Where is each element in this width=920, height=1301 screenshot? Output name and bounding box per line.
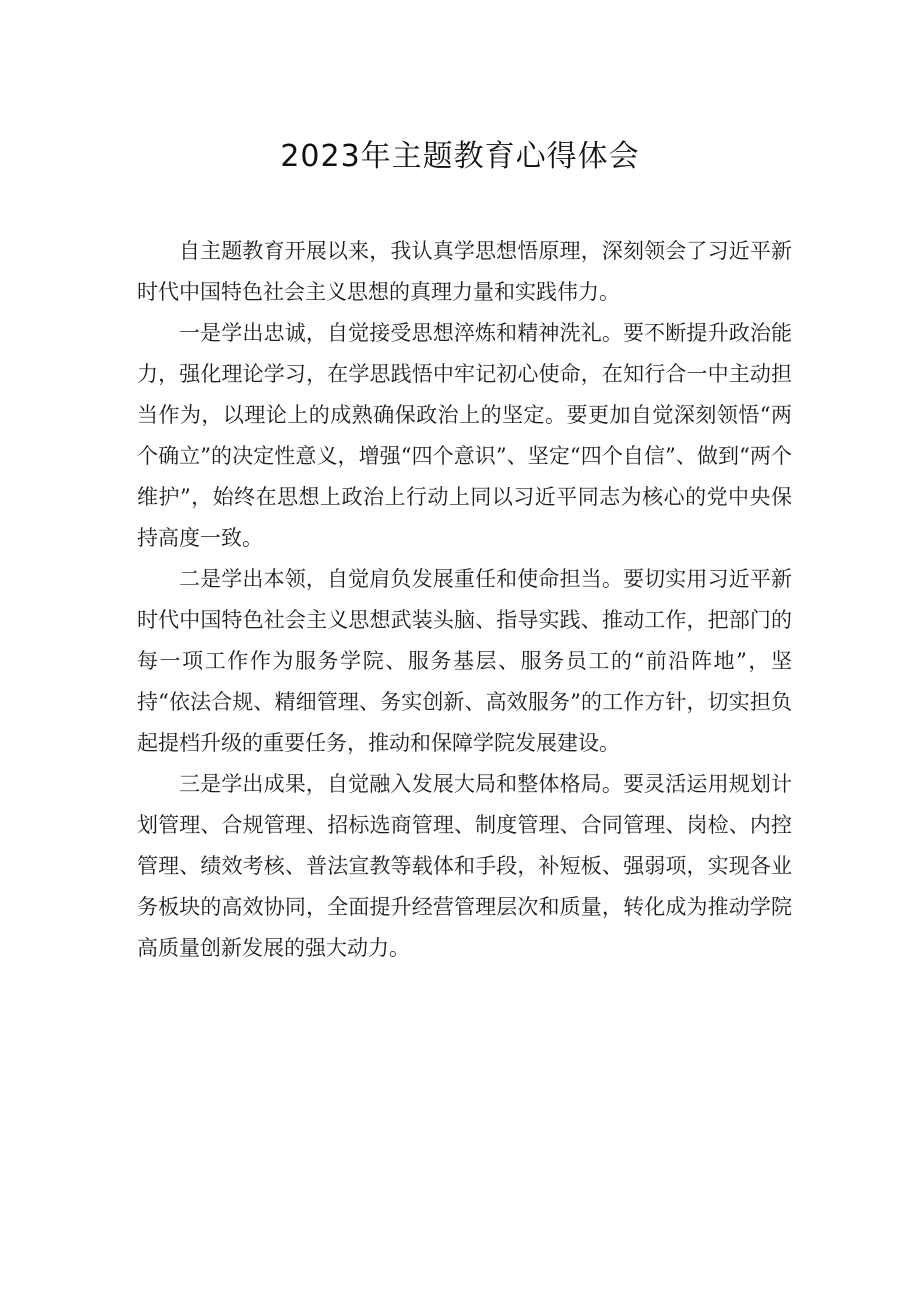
paragraph-ability: 二是学出本领，自觉肩负发展重任和使命担当。要切实用习近平新时代中国特色社会主义思想武装头脑、指导实践、推动工作，把部门的每一项工作作为服务学院、服务基层、服务员工的“前沿阵地”，坚持“依法合规、精细管理、务实创新、高效服务”的工作方针，切实担负起提档升级的重要任务，推动和保障学院发展建设。	[137, 567, 792, 755]
paragraph-loyalty: 一是学出忠诚，自觉接受思想淬炼和精神洗礼。要不断提升政治能力，强化理论学习，在学思践悟中牢记初心使命，在知行合一中主动担当作为，以理论上的成熟确保政治上的坚定。要更加自觉深刻领悟“两个确立”的决定性意义，增强“四个意识”、坚定“四个自信”、做到“两个维护”，始终在思想上政治上行动上同以习近平同志为核心的党中央保持高度一致。	[137, 321, 792, 550]
paragraph-intro: 自主题教育开展以来，我认真学思想悟原理，深刻领会了习近平新时代中国特色社会主义思想的真理力量和实践伟力。	[137, 239, 792, 304]
paragraph-results: 三是学出成果，自觉融入发展大局和整体格局。要灵活运用规划计划管理、合规管理、招标选商管理、制度管理、合同管理、岗检、内控管理、绩效考核、普法宣教等载体和手段，补短板、强弱项，实现各业务板块的高效协同，全面提升经营管理层次和质量，转化成为推动学院高质量创新发展的强大动力。	[137, 772, 792, 960]
document-body	[137, 231, 792, 969]
document-title: 2023年主题教育心得体会	[280, 139, 640, 174]
